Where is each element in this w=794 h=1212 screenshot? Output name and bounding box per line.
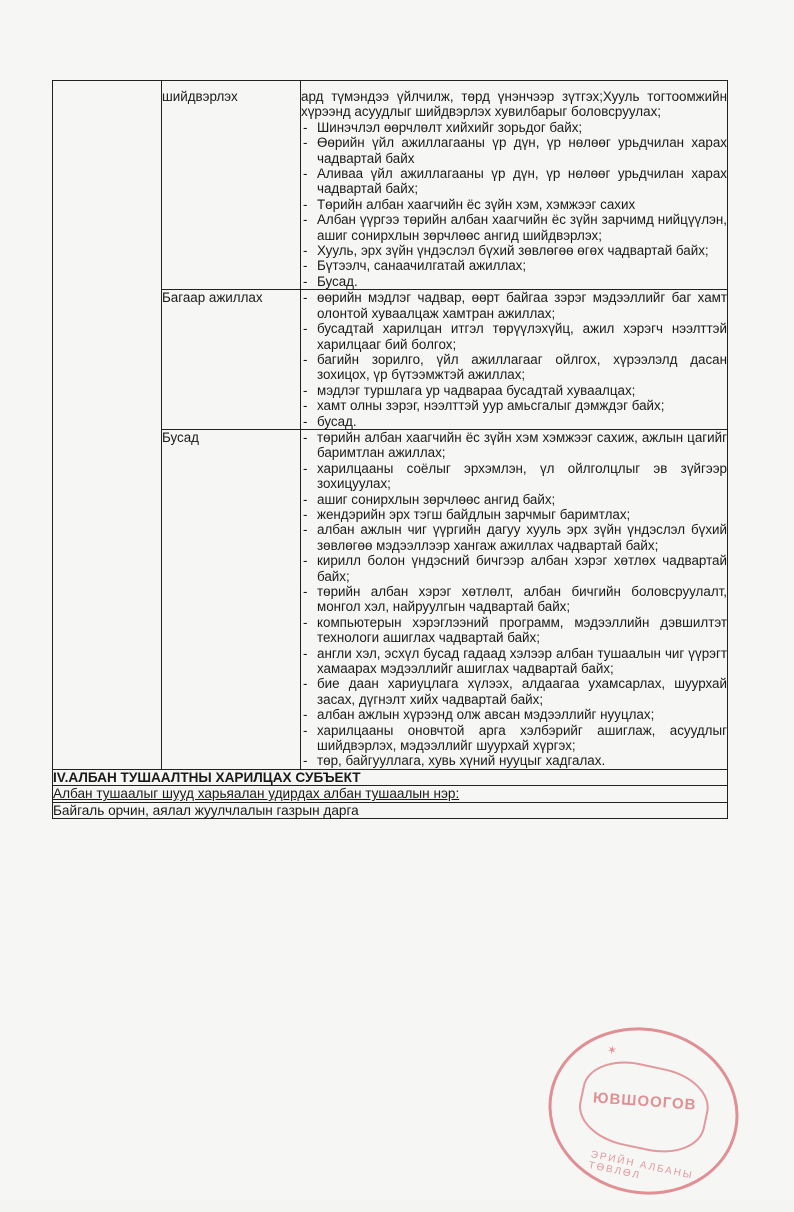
list-item: - харилцааны соёлыг эрхэмлэн, үл ойлголцлыг эв зүйгээр зохицуулах; xyxy=(301,461,727,492)
supervisor-title: Байгаль орчин, аялал жуулчлалын газрын дарга xyxy=(53,802,728,818)
seal-name: ЮВШООГОВ xyxy=(592,1089,697,1114)
list-item: - англи хэл, эсхүл бусад гадаад хэлээр албан тушаалын чиг үүрэгт хамаарах мэдээллийг ашиглах чадвартай байх; xyxy=(301,646,727,677)
row-label: Багаар ажиллах xyxy=(162,290,263,306)
list-item: - Өөрийн үйл ажиллагааны үр дүн, үр нөлөөг урьдчилан харах чадвартай байх xyxy=(301,135,727,166)
list-item: - хамт олны зэрэг, нээлттэй уур амьсгалыг дэмждэг байх; xyxy=(301,398,727,413)
row-label: Бусад xyxy=(162,429,199,445)
list-item: - кирилл болон үндэсний бичгээр албан хэрэг хөтлөх чадвартай байх; xyxy=(301,553,727,584)
list-item: - Албан үүргээ төрийн албан хаагчийн ёс зүйн зарчимд нийцүүлэн, ашиг сонирхлын зөрчлөөс ангид шийдвэрлэх; xyxy=(301,212,727,243)
official-seal xyxy=(533,1010,754,1212)
table-row xyxy=(53,81,728,290)
list-item: - компьютерын хэрэглээний программ, мэдээллийн дэвшилтэт технологи ашиглах чадвартай байх; xyxy=(301,615,727,646)
section-title: IV.АЛБАН ТУШААЛТНЫ ХАРИЛЦАХ СУБЪЕКТ xyxy=(53,769,728,785)
row-content-cell xyxy=(301,429,728,769)
bullet-list xyxy=(301,120,727,289)
seal-bottom-text: ЭРИЙН АЛБАНЫ ТӨВЛӨЛ xyxy=(587,1149,695,1182)
section-value-row xyxy=(53,802,728,818)
section-header-row xyxy=(53,769,728,785)
bullet-list xyxy=(301,290,727,429)
row-label-cell xyxy=(162,81,301,290)
list-item: - Бусад. xyxy=(301,274,727,289)
list-item: - бусад. xyxy=(301,414,727,429)
list-item: - багийн зорилго, үйл ажиллагааг ойлгох, хүрээлэлд дасан зохицох, үр бүтээмжтэй ажиллах; xyxy=(301,352,727,383)
section-subtitle-cell xyxy=(53,786,728,802)
list-item: - төрийн албан хаагчийн ёс зүйн хэм хэмжээг сахиж, ажлын цагийг баримтлан ажиллах; xyxy=(301,430,727,461)
seal-inner-ring xyxy=(573,1053,716,1162)
list-item: - өөрийн мэдлэг чадвар, өөрт байгаа зэрэг мэдээллийг баг хамт олонтой хуваалцаж хамтран ажиллах; xyxy=(301,290,727,321)
row-label: шийдвэрлэх xyxy=(162,89,238,104)
list-item: - Төрийн албан хаагчийн ёс зүйн хэм, хэмжээг сахих xyxy=(301,197,727,212)
list-item: - албан ажлын хүрээнд олж авсан мэдээллийг нууцлах; xyxy=(301,707,727,722)
list-item: - төр, байгууллага, хувь хүний нууцыг хадгалах. xyxy=(301,753,727,768)
bullet-list xyxy=(301,430,727,769)
empty-left-column xyxy=(53,81,162,770)
list-item: - ашиг сонирхлын зөрчлөөс ангид байх; xyxy=(301,492,727,507)
row-label-cell xyxy=(162,290,301,430)
row-content-cell xyxy=(301,81,728,290)
row-label-cell xyxy=(162,429,301,769)
list-item: - Бүтээлч, санаачилгатай ажиллах; xyxy=(301,258,727,273)
list-item: - Шинэчлэл өөрчлөлт хийхийг зорьдог байх; xyxy=(301,120,727,135)
list-item: - төрийн албан хэрэг хөтлөлт, албан бичгийн боловсруулалт, монгол хэл, найруулгын чадвартай байх; xyxy=(301,584,727,615)
competency-table xyxy=(52,80,728,819)
list-item: - албан ажлын чиг үүргийн дагуу хууль эрх зүйн үндэслэл бүхий зөвлөгөө мэдээллээр хангаж ажиллах чадвартай байх; xyxy=(301,522,727,553)
list-item: - бие даан хариуцлага хүлээх, алдаагаа ухамсарлах, шуурхай засах, дүгнэлт хийх чадвартай байх; xyxy=(301,676,727,707)
row-content-cell xyxy=(301,290,728,430)
list-item: - бусадтай харилцан итгэл төрүүлэхүйц, ажил хэрэгч нээлттэй харилцааг бий болгох; xyxy=(301,321,727,352)
section-subtitle: Албан тушаалыг шууд харьяалан удирдах албан тушаалын нэр: xyxy=(53,786,460,802)
list-item: - мэдлэг туршлага ур чадвараа бусадтай хуваалцах; xyxy=(301,383,727,398)
list-item: - Хууль, эрх зүйн үндэслэл бүхий зөвлөгөө өгөх чадвартай байх; xyxy=(301,243,727,258)
section-subtitle-row xyxy=(53,786,728,802)
row-intro-text: ард түмэндээ үйлчилж, төрд үнэнчээр зүтгэх;Хууль тогтоомжийн хүрээнд асуудлыг шийдвэрлэх хувилбарыг боловсруулах; xyxy=(301,89,727,120)
list-item: - жендэрийн эрх тэгш байдлын зарчмыг баримтлах; xyxy=(301,507,727,522)
list-item: - харилцааны оновчтой арга хэлбэрийг ашиглаж, асуудлыг шийдвэрлэх, мэдээллийг шуурхай хүргэх; xyxy=(301,723,727,754)
list-item: - Аливаа үйл ажиллагааны үр дүн, үр нөлөөг урьдчилан харах чадвартай байх; xyxy=(301,166,727,197)
star-icon: ✶ xyxy=(605,1042,619,1059)
